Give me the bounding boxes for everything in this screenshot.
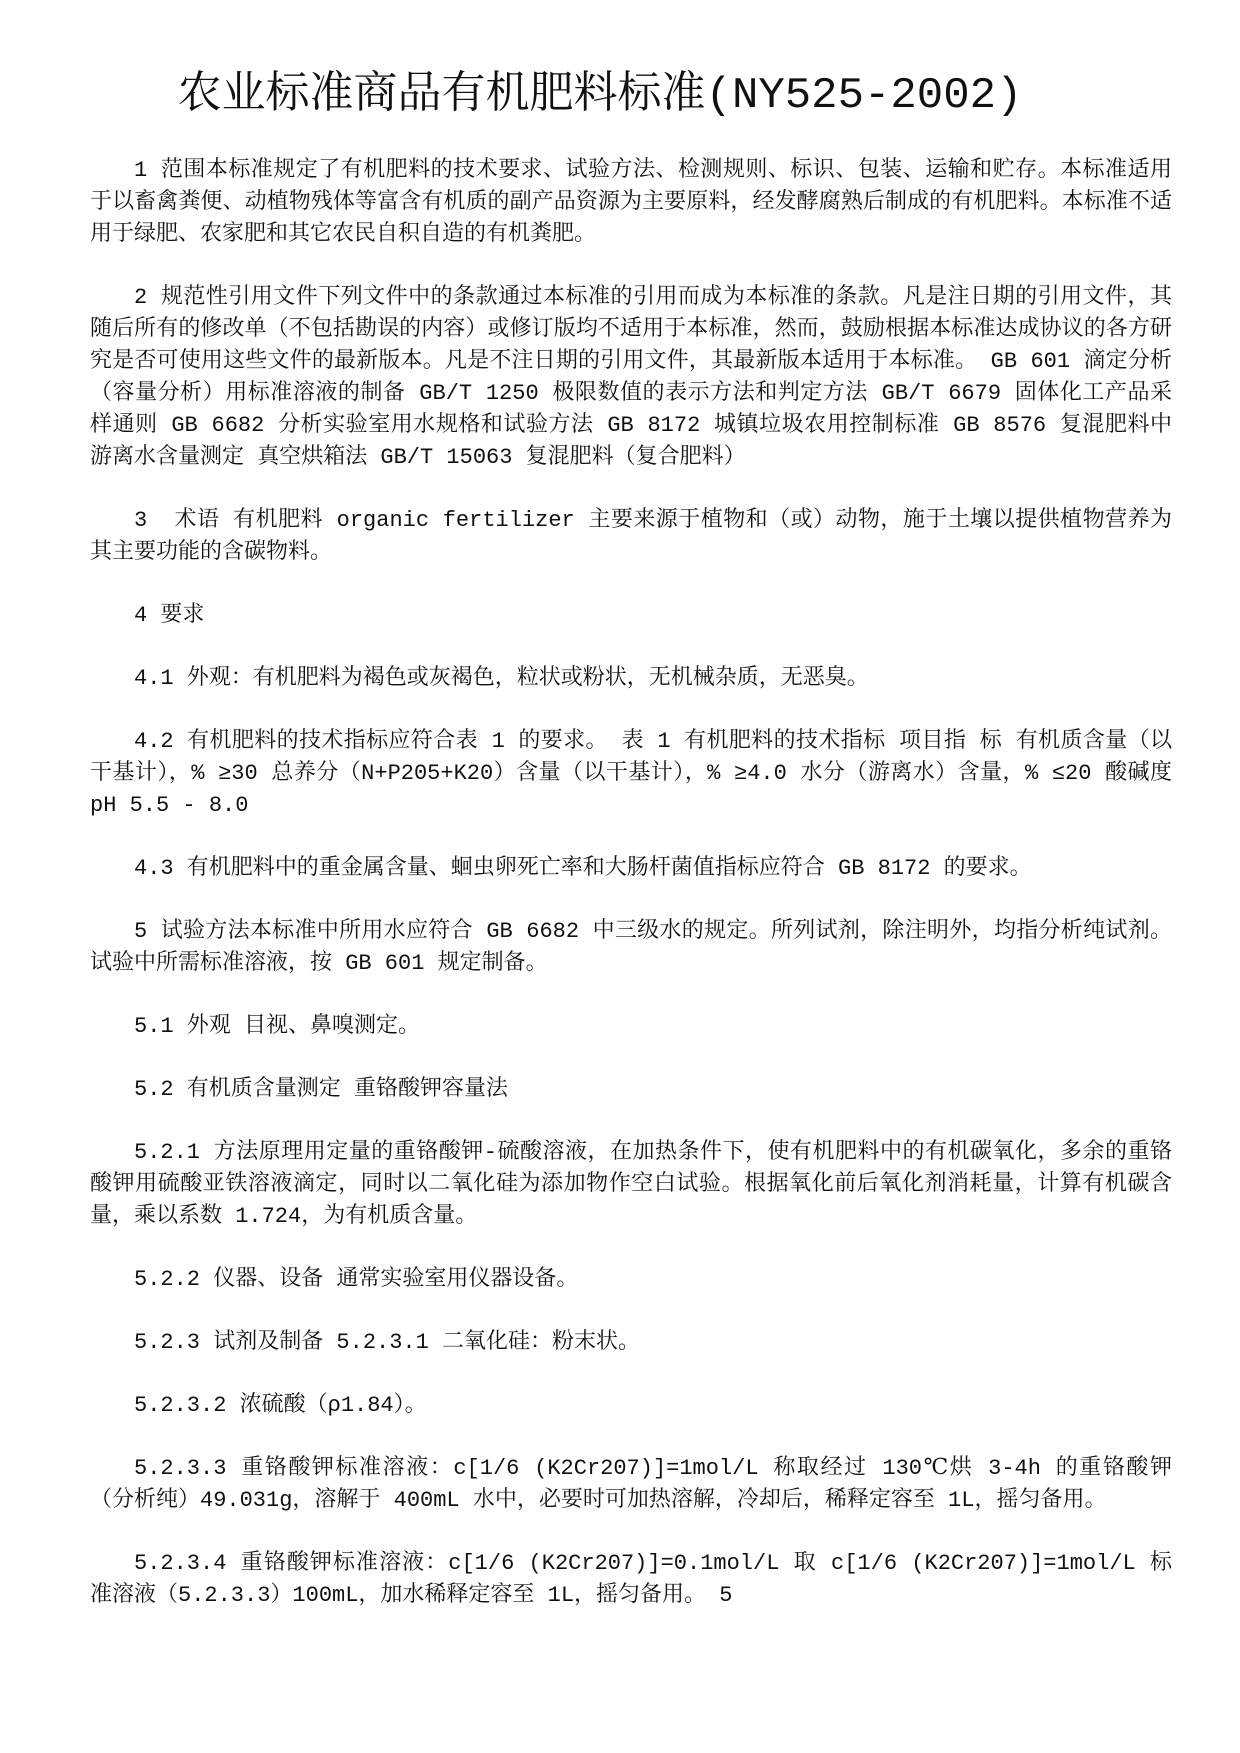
section-1-scope: 1 范围本标准规定了有机肥料的技术要求、试验方法、检测规则、标识、包装、运输和贮存。本标准适用于以畜禽粪便、动植物残体等富含有机质的副产品资源为主要原料，经发酵腐熟后制成的有机肥料。本标准不适用于绿肥、农家肥和其它农民自积自造的有机粪肥。 [90, 158, 1172, 247]
section-5-2-organic-matter-heading: 5.2 有机质含量测定 重铬酸钾容量法 [134, 1077, 509, 1102]
section-4-2-technical-indicators: 4.2 有机肥料的技术指标应符合表 1 的要求。 表 1 有机肥料的技术指标 项目指 标 有机质含量（以干基计），% ≥30 总养分（N+P205+K20）含量（以干基计），% ≥4.0 水分（游离水）含量，% ≤20 酸碱度 pH 5.5 - 8.0 [90, 729, 1186, 818]
section-4-requirements-heading: 4 要求 [134, 603, 205, 628]
section-5-2-3-reagents: 5.2.3 试剂及制备 5.2.3.1 二氧化硅：粉末状。 [134, 1330, 641, 1355]
document-body [90, 155, 1186, 1612]
section-5-2-3-2-sulfuric-acid: 5.2.3.2 浓硫酸（ρ1.84）。 [134, 1393, 427, 1418]
section-2-normative-references: 2 规范性引用文件下列文件中的条款通过本标准的引用而成为本标准的条款。凡是注日期的引用文件，其随后所有的修改单（不包括勘误的内容）或修订版均不适用于本标准，然而，鼓励根据本标准达成协议的各方研究是否可使用这些文件的最新版本。凡是不注日期的引用文件，其最新版本适用于本标准。 GB 601 滴定分析（容量分析）用标准溶液的制备 GB/T 1250 极限数值的表示方法和判定方法 GB/T 6679 固体化工产品采样通则 GB 6682 分析实验室用水规格和试验方法 GB 8172 城镇垃圾农用控制标准 GB 8576 复混肥料中游离水含量测定 真空烘箱法 GB/T 15063 复混肥料（复合肥料） [90, 285, 1172, 470]
document-title: 农业标准商品有机肥料标准(NY525-2002) [177, 71, 1023, 121]
section-4-1-appearance: 4.1 外观：有机肥料为褐色或灰褐色，粒状或粉状，无机械杂质，无恶臭。 [134, 666, 869, 691]
section-5-2-2-apparatus: 5.2.2 仪器、设备 通常实验室用仪器设备。 [134, 1267, 579, 1292]
section-5-2-3-4-dichromate-dilute-solution: 5.2.3.4 重铬酸钾标准溶液：c[1/6 (K2Cr207)]=0.1mol/L 取 c[1/6 (K2Cr207)]=1mol/L 标准溶液（5.2.3.3）100mL，加水稀释定容至 1L，摇匀备用。 5 [90, 1551, 1172, 1608]
section-4-3-heavy-metals: 4.3 有机肥料中的重金属含量、蛔虫卵死亡率和大肠杆菌值指标应符合 GB 8172 的要求。 [134, 856, 1032, 881]
section-3-terms: 3 术语 有机肥料 organic fertilizer 主要来源于植物和（或）动物，施于土壤以提供植物营养为其主要功能的含碳物料。 [90, 508, 1172, 565]
section-5-1-appearance-test: 5.1 外观 目视、鼻嗅测定。 [134, 1014, 421, 1039]
section-5-test-methods: 5 试验方法本标准中所用水应符合 GB 6682 中三级水的规定。所列试剂，除注明外，均指分析纯试剂。试验中所需标准溶液，按 GB 601 规定制备。 [90, 919, 1172, 976]
section-5-2-3-3-dichromate-solution: 5.2.3.3 重铬酸钾标准溶液：c[1/6 (K2Cr207)]=1mol/L 称取经过 130℃烘 3-4h 的重铬酸钾（分析纯）49.031g，溶解于 400mL 水中，必要时可加热溶解，冷却后，稀释定容至 1L，摇匀备用。 [90, 1456, 1172, 1513]
section-5-2-1-principle: 5.2.1 方法原理用定量的重铬酸钾-硫酸溶液，在加热条件下，使有机肥料中的有机碳氧化，多余的重铬酸钾用硫酸亚铁溶液滴定，同时以二氧化硅为添加物作空白试验。根据氧化前后氧化剂消耗量，计算有机碳含量，乘以系数 1.724，为有机质含量。 [90, 1140, 1172, 1229]
